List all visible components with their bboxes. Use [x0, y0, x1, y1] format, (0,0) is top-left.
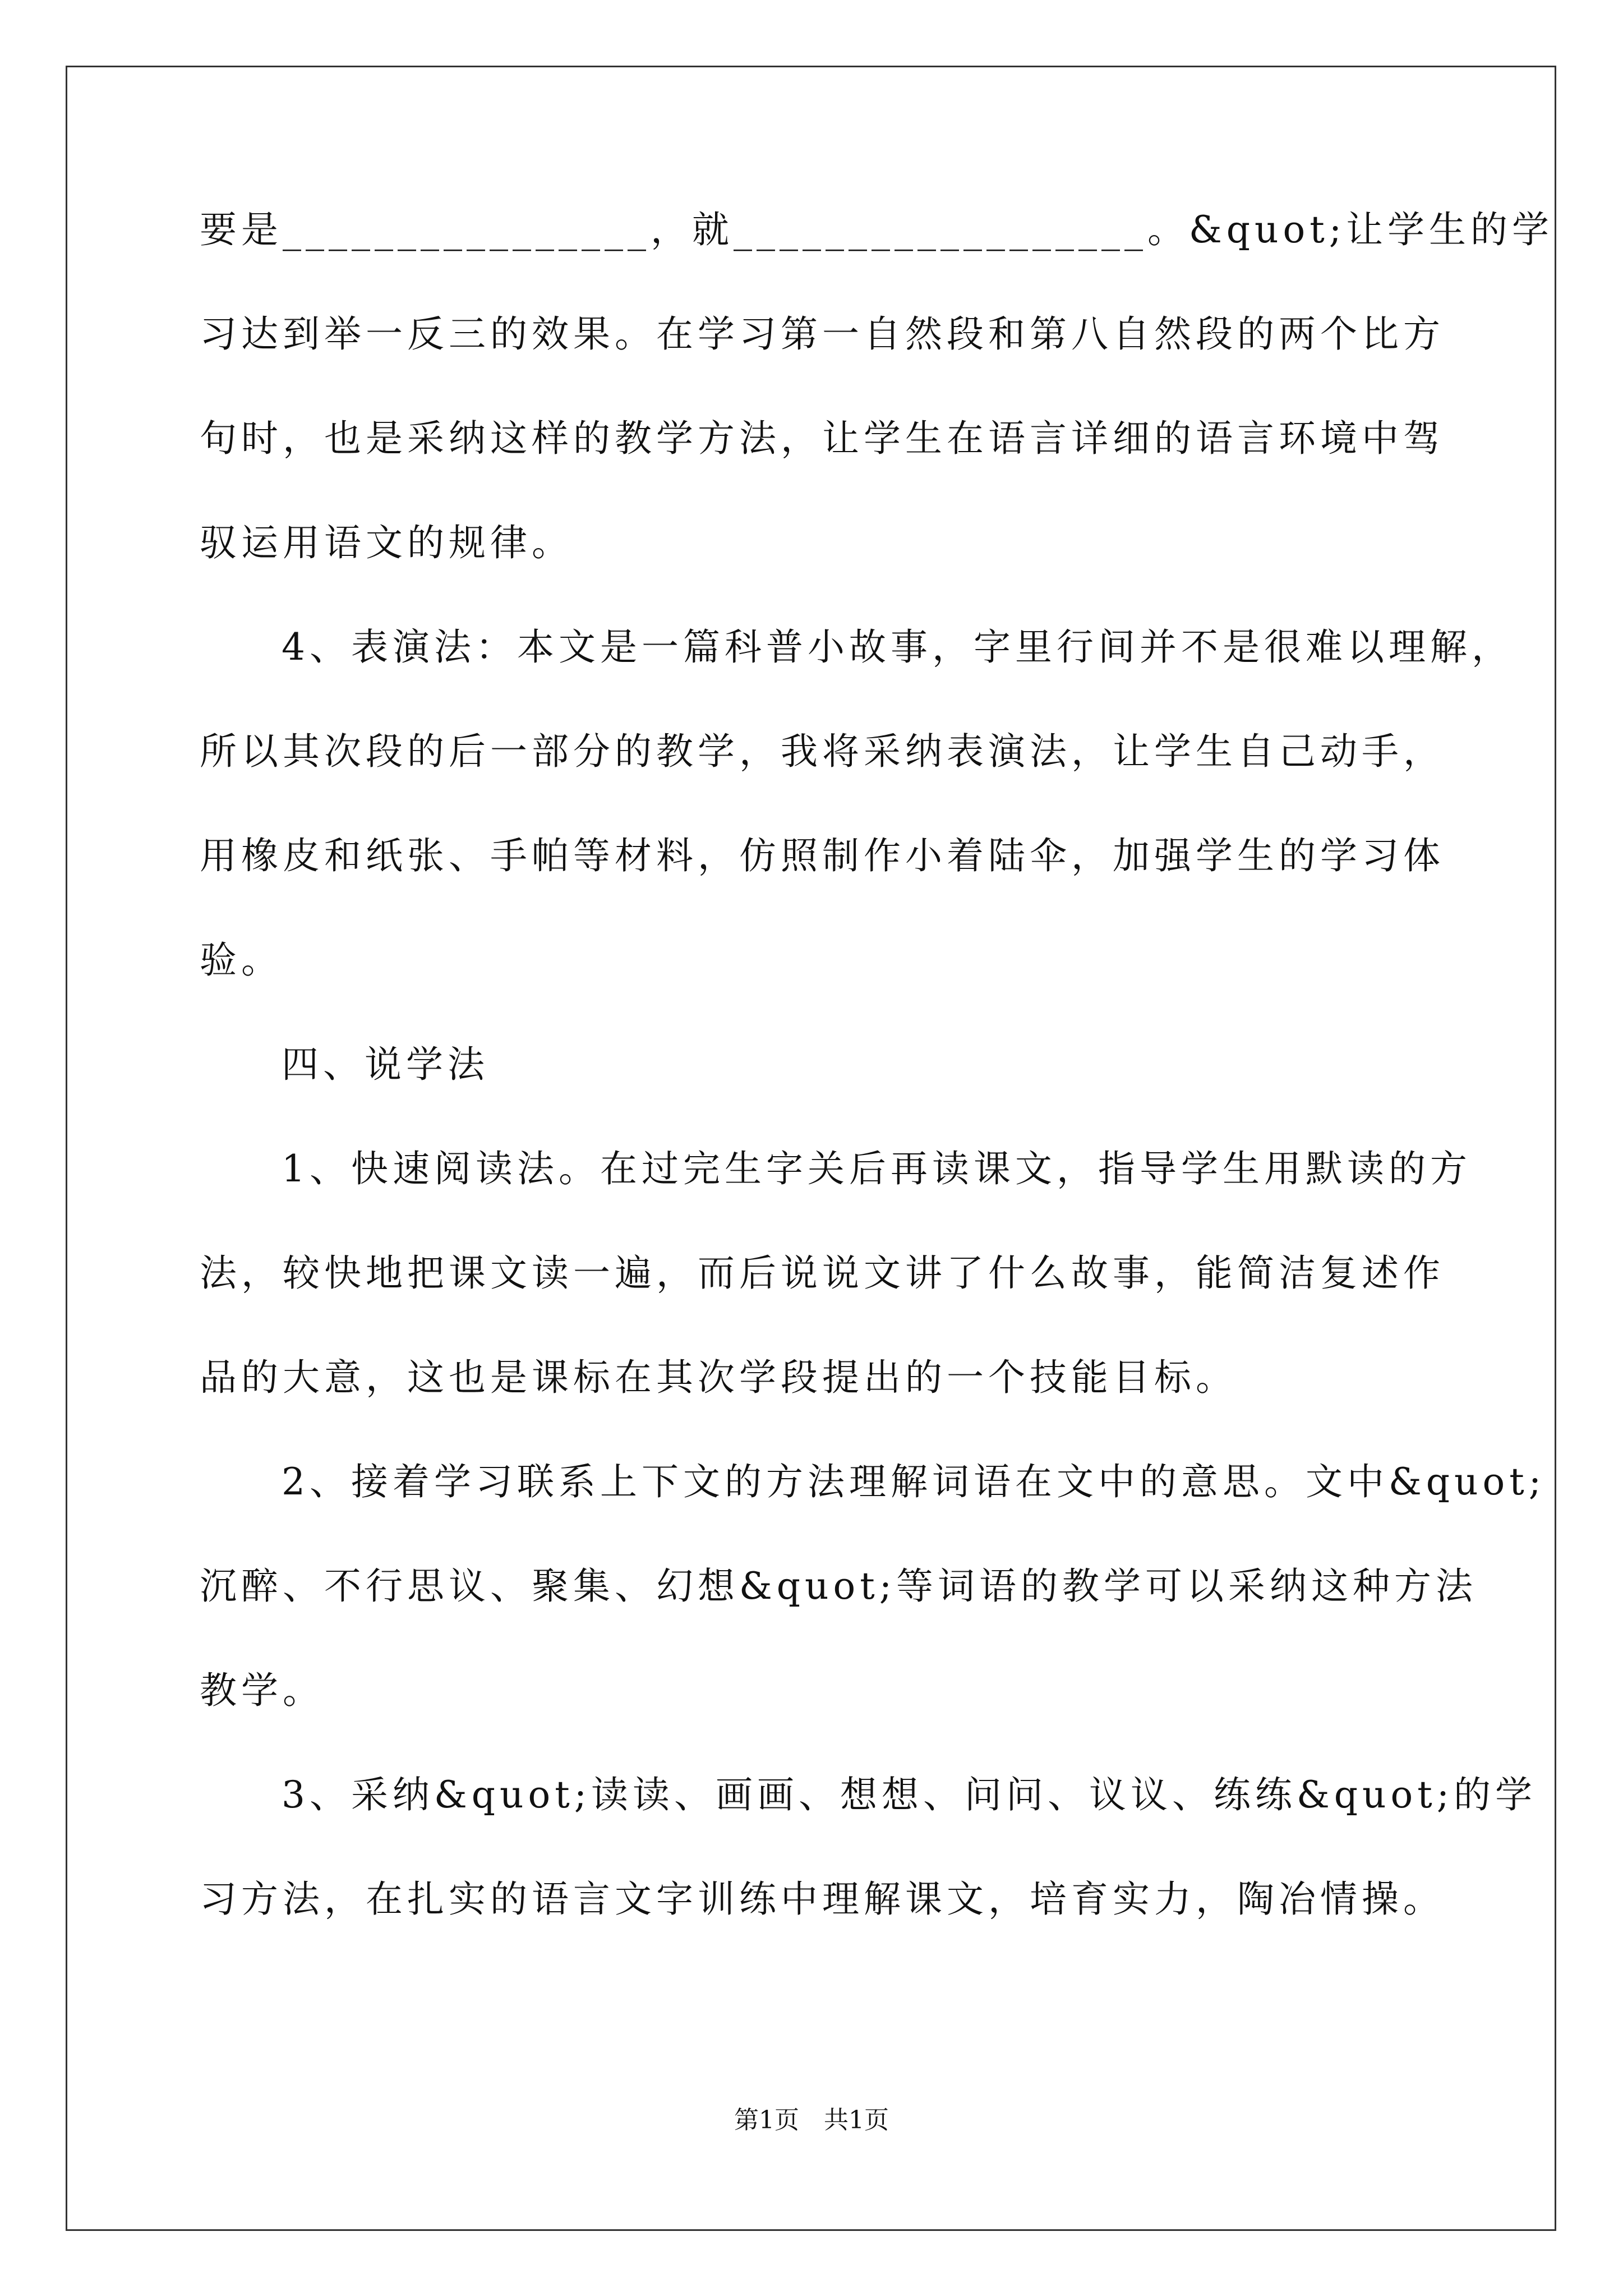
- text-line: 法，较快地把课文读一遍，而后说说文讲了什么故事，能简洁复述作: [200, 1251, 1445, 1295]
- text-line: 用橡皮和纸张、手帕等材料，仿照制作小着陆伞，加强学生的学习体: [200, 834, 1445, 877]
- text-line: 习达到举一反三的效果。在学习第一自然段和第八自然段的两个比方: [200, 312, 1445, 356]
- text-line: 教学。: [200, 1669, 324, 1712]
- text-line: 所以其次段的后一部分的教学，我将采纳表演法，让学生自己动手，: [200, 730, 1445, 773]
- text-line: 驭运用语文的规律。: [200, 521, 573, 564]
- section-heading: 四、说学法: [282, 1043, 489, 1086]
- text-line: 3、采纳&quot;读读、画画、想想、问问、议议、练练&quot;的学: [282, 1773, 1537, 1816]
- text-line: 习方法，在扎实的语言文字训练中理解课文，培育实力，陶冶情操。: [200, 1878, 1445, 1921]
- text-line: 4、表演法：本文是一篇科普小故事，字里行间并不是很难以理解，: [282, 625, 1513, 669]
- page-footer: 第1页 共1页: [734, 2106, 889, 2134]
- text-line: 2、接着学习联系上下文的方法理解词语在文中的意思。文中&quot;: [282, 1460, 1546, 1503]
- text-line: 沉醉、不行思议、聚集、幻想&quot;等词语的教学可以采纳这种方法: [200, 1565, 1477, 1608]
- text-line: 品的大意，这也是课标在其次学段提出的一个技能目标。: [200, 1356, 1237, 1399]
- text-line: 验。: [200, 938, 283, 982]
- text-line: 要是________________，就__________________。&quot;让学生的学: [200, 208, 1553, 251]
- text-line: 1、快速阅读法。在过完生字关后再读课文，指导学生用默读的方: [282, 1147, 1472, 1190]
- text-line: 句时，也是采纳这样的教学方法，让学生在语言详细的语言环境中驾: [200, 417, 1445, 460]
